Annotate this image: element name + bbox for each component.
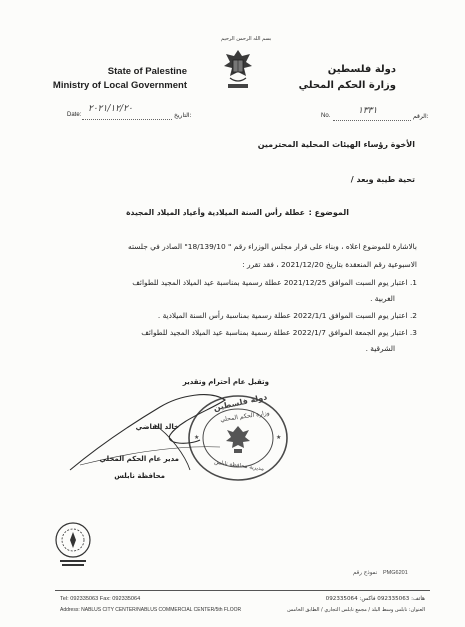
svg-text:★: ★ [194, 434, 200, 441]
no-dotted-line [333, 120, 411, 121]
form-ref-number: PMG6201 [383, 570, 408, 576]
header-ar-state: دولة فلسطين [327, 64, 396, 75]
signatory-office: محافظة نابلس [114, 472, 165, 480]
date-dotted-line [82, 119, 172, 120]
item-1-line-2: الغربية . [370, 294, 395, 303]
signatory-name: خالد القاضي [135, 423, 179, 431]
item-2: 2. اعتبار يوم السبت الموافق 2022/1/1 عطلة رسمية بمناسبة رأس السنة الميلادية . [157, 311, 417, 320]
salutation: الأخوة رؤساء الهيئات المحلية المحترمين [257, 140, 415, 149]
item-3-line-2: الشرقية . [365, 344, 395, 353]
eagle-emblem-icon [222, 46, 254, 92]
date-value: ٢٠٢١/١٢/٢٠ [88, 104, 133, 114]
footer-address-ar: العنوان: نابلس وسط البلد / مجمع نابلس التجاري / الطابق الخامس [287, 607, 425, 613]
header-en-ministry: Ministry of Local Government [52, 80, 187, 91]
form-ref-ar: نموذج رقم [353, 570, 378, 576]
footer-tel-fax-ar: هاتف: 092335063 فاكس: 092335064 [325, 596, 425, 602]
no-label-en: No. [321, 113, 331, 119]
date-label-en: Date: [67, 112, 82, 118]
stamp-inner-text: وزارة الحكم المحلي [219, 409, 271, 424]
greeting: تحية طيبة وبعد / [350, 175, 415, 184]
stamp-bottom-text: مديرية محافظة نابلس [213, 459, 265, 473]
footer-divider [55, 590, 430, 591]
header-en-state: State of Palestine [107, 66, 187, 77]
header-ar-ministry: وزارة الحكم المحلي [298, 80, 396, 91]
no-label-ar: الرقم: [413, 113, 429, 120]
footer-tel-fax-en: Tel: 092335063 Fax: 092335064 [60, 596, 141, 602]
footer-address-en: Address: NABLUS CITY CENTER/NABLUS COMMERCIAL CENTER/5th FLOOR [60, 607, 242, 613]
intro-line-1: بالاشارة للموضوع اعلاه ، وبناء على قرار مجلس الوزراء رقم " 18/139/10" الصادر في جلسته [127, 242, 417, 251]
intro-line-2: الاسبوعية رقم المنعقدة بتاريخ 2021/12/20 ، فقد تقرر : [242, 260, 417, 269]
no-value: ١٣٣١ [358, 106, 378, 116]
stamp-outer-text: دولة فلسطين [212, 392, 268, 413]
signatory-title: مدير عام الحكم المحلي [99, 455, 179, 463]
date-label-ar: التاريخ: [174, 112, 192, 119]
item-3-line-1: 3. اعتبار يوم الجمعة الموافق 2022/1/7 عطلة رسمية بمناسبة عيد الميلاد المجيد للطوائف [141, 328, 417, 337]
certification-seal-icon [52, 520, 94, 570]
item-1-line-1: 1. اعتبار يوم السبت الموافق 2021/12/25 عطلة رسمية بمناسبة عيد الميلاد المجيد للطوائف [132, 278, 417, 287]
svg-text:★: ★ [276, 434, 282, 441]
subject-text: عطلة رأس السنة الميلادية وأعياد الميلاد المجيدة [126, 208, 305, 217]
basmala: بسم الله الرحمن الرحيم [221, 36, 272, 42]
subject-label: الموضوع : [308, 208, 349, 217]
closing: وتقبل عام أحترام وتقدير [182, 378, 269, 386]
